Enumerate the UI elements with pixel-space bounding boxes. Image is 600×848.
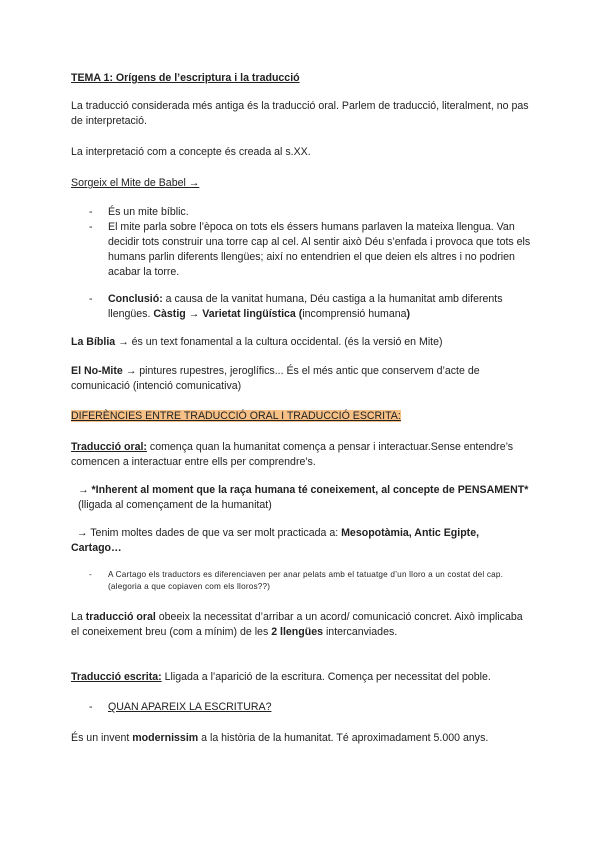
- oral-label: Traducció oral:: [71, 441, 147, 453]
- dades-text: Tenim moltes dades de que va ser molt practicada a:: [90, 527, 342, 539]
- paragraph-dades: [71, 526, 531, 556]
- obeeix-text: La: [71, 611, 86, 623]
- nomite-text: → pintures rupestres, jeroglífics... És el més antic que conservem d’acte de comunicació (intenció comunicativa): [71, 365, 480, 392]
- arrow-icon: →: [78, 484, 92, 496]
- conclusio-close: ): [406, 308, 411, 320]
- page-title: TEMA 1: Orígens de l’escriptura i la traducció: [71, 72, 300, 84]
- paragraph-traduccio-oral: [71, 440, 531, 470]
- conclusio-text-2: incomprensió humana: [302, 308, 407, 320]
- paragraph-inherent: [78, 483, 533, 513]
- babel-heading: Sorgeix el Mite de Babel →: [71, 177, 200, 189]
- paragraph-invent: [71, 731, 531, 746]
- conclusio-label: Conclusió:: [108, 293, 163, 305]
- escrita-label: Traducció escrita:: [71, 671, 162, 683]
- paragraph-interpretation: La interpretació com a concepte és creada al s.XX.: [71, 146, 311, 158]
- biblia-label: La Bíblia: [71, 336, 116, 348]
- conclusio-list: [71, 292, 531, 322]
- cartago-list: [71, 569, 531, 593]
- quan-list: [71, 700, 531, 715]
- list-item: - El mite parla sobre l’època on tots els éssers humans parlaven la mateixa llengua. Van decidir tots construir una torre cap al cel. Al sentir això Déu s’enfada i provoca que tots els humans parlin diferents llengües; així no entendrien el que deien els altres i no podrien acabar la torre.: [71, 220, 531, 280]
- differences-heading: [71, 409, 531, 424]
- obeeix-bold: traducció oral: [85, 611, 156, 623]
- list-item: - QUAN APAREIX LA ESCRITURA?: [71, 700, 531, 715]
- list-item: - És un mite bíblic.: [71, 205, 531, 220]
- biblia-text: → és un text fonamental a la cultura occidental. (és la versió en Mite): [115, 336, 443, 348]
- invent-text-2: a la història de la humanitat. Té aproximadament 5.000 anys.: [198, 732, 489, 744]
- obeeix-text-3: intercanviades.: [323, 626, 398, 638]
- paragraph-oral-oldest: La traducció considerada més antiga és la traducció oral. Parlem de traducció, literalment, no pas de interpretació.: [71, 100, 529, 127]
- escrita-text: Lligada a l’aparició de la escritura. Comença per necessitat del poble.: [161, 671, 491, 683]
- nomite-label: El No-Mite: [71, 365, 123, 377]
- paragraph-obeeix: [71, 610, 531, 640]
- paragraph-no-mite: [71, 364, 531, 394]
- oral-text: comença quan la humanitat comença a pensar i interactuar.Sense entendre’s comencen a interactuar entre ells per comprendre’s.: [71, 441, 514, 468]
- paragraph-biblia: [71, 335, 531, 350]
- obeeix-bold-2: 2 llengües: [271, 626, 323, 638]
- arrow-icon: →: [76, 527, 91, 539]
- differences-heading-text: DIFERÈNCIES ENTRE TRADUCCIÓ ORAL I TRADUCCIÓ ESCRITA:: [71, 410, 401, 422]
- babel-list: [71, 205, 531, 280]
- inherent-bold: *Inherent al moment que la raça humana té coneixement, al concepte de PENSAMENT*: [91, 484, 529, 496]
- invent-bold: modernissim: [132, 732, 199, 744]
- conclusio-bold: Càstig → Varietat lingüística (: [153, 308, 303, 320]
- invent-text: És un invent: [71, 732, 133, 744]
- conclusio-text: a causa de la vanitat humana, Déu castiga a la humanitat amb diferents llengües.: [108, 293, 503, 320]
- list-item: - A Cartago els traductors es diferenciaven per anar pelats amb el tatuatge d’un lloro a un costat del cap. (alegoria a que copiaven com els lloros??): [71, 569, 531, 593]
- obeeix-text-2: obeeix la necessitat d’arribar a un acord/ comunicació concret. Això implicaba el coneixement breu (com a mínim) de les: [71, 611, 523, 638]
- paragraph-traduccio-escrita: [71, 670, 531, 685]
- inherent-text: (lligada al començament de la humanitat): [78, 499, 272, 511]
- list-item-conclusio: [71, 292, 531, 322]
- dades-bold: Mesopotàmia, Antic Egipte, Cartago…: [71, 527, 480, 554]
